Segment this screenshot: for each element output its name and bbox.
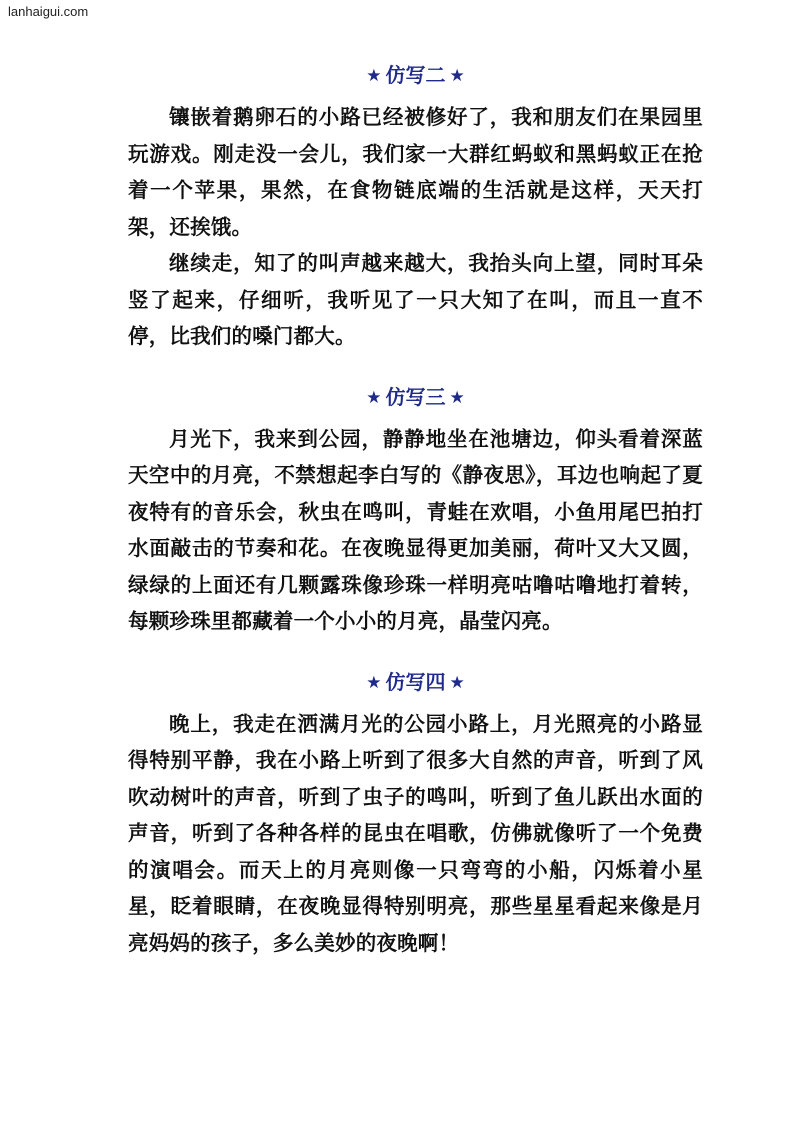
paragraph: 镶嵌着鹅卵石的小路已经被修好了，我和朋友们在果园里玩游戏。刚走没一会儿，我们家一大群红蚂蚁和黑蚂蚁正在抢着一个苹果，果然，在食物链底端的生活就是这样，天天打架，还挨饿。 [128,105,703,239]
section-title-2 [128,60,703,90]
section-title-text: 仿写二 [385,63,446,87]
section-title-text: 仿写三 [385,384,446,409]
star-icon: ★ [449,672,465,693]
paragraph: 继续走，知了的叫声越来越大，我抬头向上望，同时耳朵竖了起来，仔细听，我听见了一只大知了在叫，而且一直不停，比我们的嗓门都大。 [128,251,703,348]
watermark: lanhaigui.com [8,4,89,19]
section-title-3 [128,382,703,412]
star-icon: ★ [449,387,465,408]
star-icon: ★ [366,66,382,86]
document-body [128,60,703,961]
star-icon: ★ [366,672,382,693]
star-icon: ★ [449,66,465,86]
section-title-text: 仿写四 [385,669,446,694]
section-title-4 [128,667,703,697]
paragraph: 晚上，我走在洒满月光的公园小路上，月光照亮的小路显得特别平静，我在小路上听到了很多大自然的声音，听到了风吹动树叶的声音，听到了虫子的鸣叫，听到了鱼儿跃出水面的声音，听到了各种各样的昆虫在唱歌，仿佛就像听了一个免费的演唱会。而天上的月亮则像一只弯弯的小船，闪烁着小星星，眨着眼睛，在夜晚显得特别明亮，那些星星看起来像是月亮妈妈的孩子，多么美妙的夜晚啊！ [128,711,703,955]
star-icon: ★ [366,387,382,408]
paragraph: 月光下，我来到公园，静静地坐在池塘边，仰头看着深蓝天空中的月亮，不禁想起李白写的《静夜思》，耳边也响起了夏夜特有的音乐会，秋虫在鸣叫，青蛙在欢唱，小鱼用尾巴拍打水面敲击的节奏和花。在夜晚显得更加美丽，荷叶又大又圆，绿绿的上面还有几颗露珠像珍珠一样明亮咕噜咕噜地打着转，每颗珍珠里都藏着一个小小的月亮，晶莹闪亮。 [128,426,703,633]
